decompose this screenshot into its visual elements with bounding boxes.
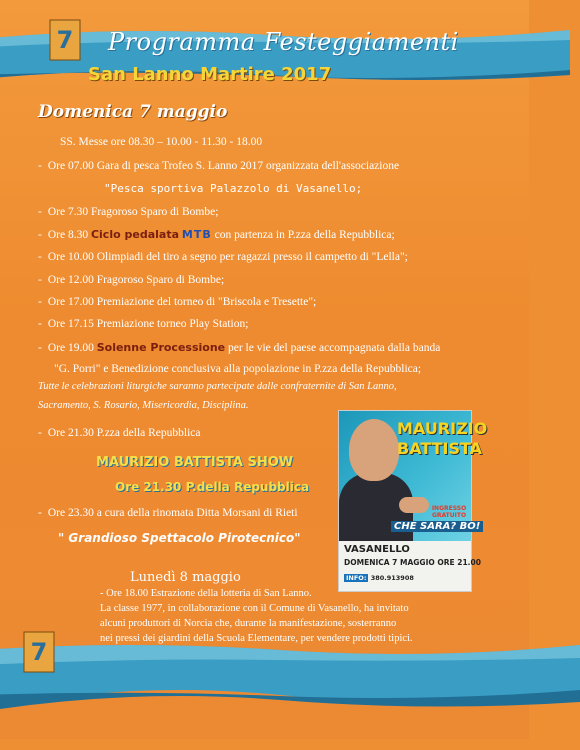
ticket-logo-icon	[22, 630, 56, 674]
poster-city: VASANELLO	[344, 544, 410, 555]
ciclo-pedalata-highlight: Ciclo pedalata	[90, 228, 179, 241]
celebrations-note: Tutte le celebrazioni liturgiche saranno partecipate dalle confraternite di San Lanno,	[38, 381, 397, 392]
poster-tagline: CHE SARA? BO!	[391, 521, 483, 532]
svg-text:7: 7	[56, 26, 74, 54]
list-item: - Ore 17.15 Premiazione torneo Play Station;	[38, 318, 249, 330]
fishing-association: "Pesca sportiva Palazzolo di Vasanello;	[104, 182, 363, 195]
list-item: - Ore 10.00 Olimpiadi del tiro a segno per ragazzi presso il campetto di "Lella";	[38, 251, 408, 263]
svg-text:7: 7	[30, 638, 48, 666]
poster-figure-hand	[399, 497, 429, 513]
fireworks-title: " Grandioso Spettacolo Pirotecnico"	[58, 531, 301, 545]
list-item: - Ore 19.00 Solenne Processione per le vie del paese accompagnata dalla banda	[38, 341, 441, 354]
masses-line: SS. Messe ore 08.30 – 10.00 - 11.30 - 18.00	[60, 136, 263, 148]
bottom-ribbon-banner	[0, 640, 580, 750]
poster-figure-face	[349, 419, 399, 481]
page-title: Programma Festeggiamenti	[108, 28, 459, 56]
processione-highlight: Solenne Processione	[96, 341, 226, 354]
list-item: - Ore 07.00 Gara di pesca Trofeo S. Lanno 2017 organizzata dell'associazione	[38, 160, 400, 172]
show-title: MAURIZIO BATTISTA SHOW	[96, 455, 294, 470]
list-item: - Ore 17.00 Premiazione del torneo di "Briscola e Tresette";	[38, 296, 317, 308]
list-item: - Ore 12.00 Fragoroso Sparo di Bombe;	[38, 274, 225, 286]
page-subtitle: San Lanno Martire 2017	[88, 64, 332, 85]
poster-name-last: BATTISTA	[397, 439, 483, 458]
list-item: - Ore 23.30 a cura della rinomata Ditta Morsani di Rieti	[38, 507, 298, 519]
band-line: "G. Porri" e Benedizione conclusiva alla popolazione in P.zza della Repubblica;	[54, 363, 422, 375]
poster-name-first: MAURIZIO	[397, 419, 488, 438]
celebrations-note-2: Sacramento, S. Rosario, Misericordia, Disciplina.	[38, 400, 249, 411]
show-subtitle: Ore 21.30 P.della Repubblica	[115, 480, 310, 494]
monday-line: La classe 1977, in collaborazione con il Comune di Vasanello, ha invitato	[100, 603, 409, 614]
poster-info: INFO: 380.913908	[346, 574, 414, 582]
monday-heading: Lunedì 8 maggio	[130, 570, 241, 585]
list-item: - Ore 21.30 P.zza della Repubblica	[38, 427, 201, 439]
show-poster	[338, 410, 488, 592]
sunday-heading: Domenica 7 maggio	[38, 102, 228, 122]
poster-ingresso: INGRESSO GRATUITO	[431, 505, 467, 519]
list-item: - Ore 7.30 Fragoroso Sparo di Bombe;	[38, 206, 219, 218]
poster-date: DOMENICA 7 MAGGIO ORE 21.00	[344, 558, 481, 567]
monday-line: nei pressi dei giardini della Scuola Elementare, per vendere prodotti tipici.	[100, 633, 413, 644]
monday-line: - Ore 18.00 Estrazione della lotteria di San Lanno.	[100, 588, 312, 599]
monday-line: alcuni produttori di Norcia che, durante la manifestazione, sosterranno	[100, 618, 397, 629]
mtb-highlight: MTB	[181, 228, 212, 241]
list-item: - Ore 8.30 Ciclo pedalata MTB con partenza in P.zza della Repubblica;	[38, 228, 395, 241]
ticket-logo-icon	[48, 18, 82, 62]
